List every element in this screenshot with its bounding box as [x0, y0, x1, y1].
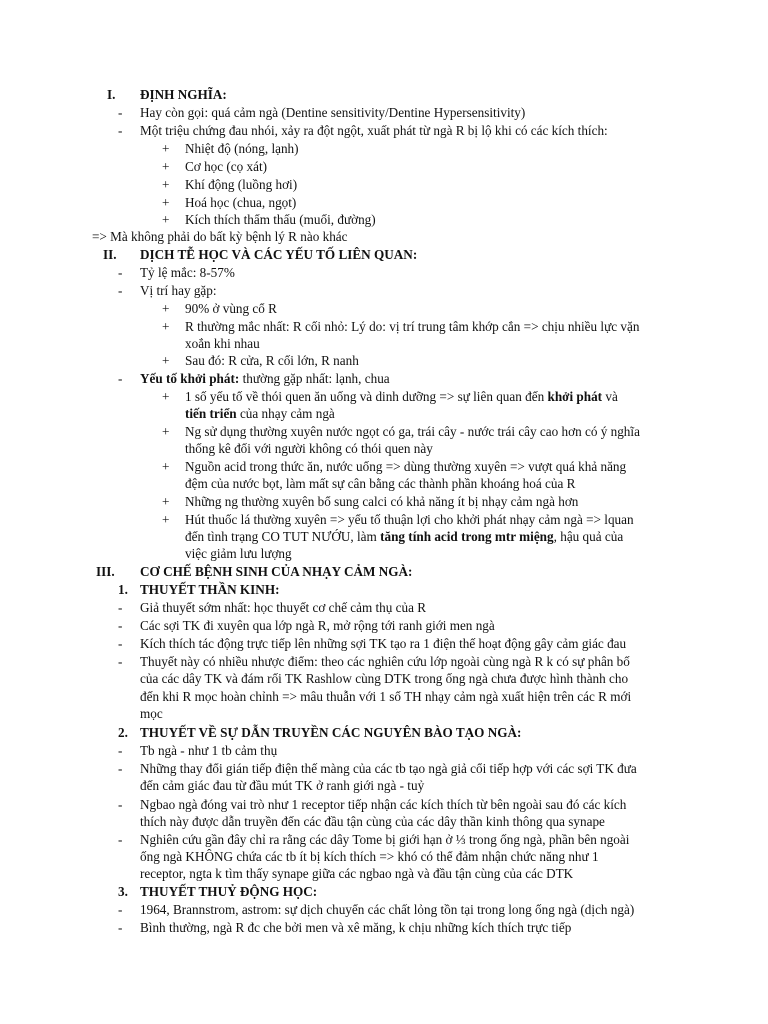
document-page: I. ĐỊNH NGHĨA: - Hay còn gọi: quá cảm ngà (Dentine sensitivity/Dentine Hypersensitivity) - Một triệu chứng đau nhói, xảy ra đột ngột, xuất phát từ ngà R bị lộ khi có các kích thích: + Nhiệt độ (nóng, lạnh) + Cơ học (cọ xát) + Khí động (luồng hơi) + Hoá học (chua, ngọt) + Kích thích thẩm thấu (muối, đường) => Mà không phải do bất kỳ bệnh lý R nào khác II. DỊCH TỄ HỌC VÀ CÁC YẾU TỐ LIÊN QUAN: - Tỷ lệ mắc: 8-57% - Vị trí hay gặp: + 90% ở vùng cổ R + R thường mắc nhất: R cối nhỏ: Lý do: vị trí trung tâm khớp cắn => chịu nhiều lực vặn xoắn khi nhau + Sau đó: R cửa, R cối lớn, R nanh - Yếu tố khởi phát: thường gặp nhất: lạnh, chua + 1 số yếu tố về thói quen ăn uống và dinh dưỡng => sự liên quan đến khởi phát và tiến triển của nhạy cảm ngà + Ng sử dụng thường xuyên nước ngọt có ga, trái cây - nước trái cây cao hơn có ý nghĩa thống kê đối với người không có thói quen này + Nguồn acid trong thức ăn, nước uống => dùng thường xuyên => vượt quá khả năng đệm của nước bọt, làm mất sự cân bằng các thành phần khoáng hoá của R + Những ng thường xuyên bổ sung calci có khả năng ít bị nhạy cảm ngà hơn + Hút thuốc lá thường xuyên => yếu tố thuận lợi cho khởi phát nhạy cảm ngà => lquan đến tình trạng CO TUT NƯỚU, làm tăng tính acid trong mtr miệng, hậu quả của việc giảm lưu lượng III. CƠ CHẾ BỆNH SINH CỦA NHẠY CẢM NGÀ: 1. THUYẾT THẦN KINH: - Giả thuyết sớm nhất: học thuyết cơ chế cảm thụ của R - Các sợi TK đi xuyên qua lớp ngà R, mở rộng tới ranh giới men ngà - Kích thích tác động trực tiếp lên những sợi TK tạo ra 1 điện thế hoạt động gây cảm giác đau - Thuyết này có nhiều nhược điểm: theo các nghiên cứu lớp ngoài cùng ngà R k có sự phân bố của các dây TK và đám rối TK Rashlow cùng DTK trong ống ngà chưa được hình thành cho đến khi R mọc hoàn chỉnh => mâu thuẫn với 1 số TH nhạy cảm ngà xuất hiện trên các R mới mọc 2. THUYẾT VỀ SỰ DẪN TRUYỀN CÁC NGUYÊN BÀO TẠO NGÀ: - Tb ngà - như 1 tb cảm thụ - Những thay đổi gián tiếp điện thế màng của các tb tạo ngà giả cổi tiếp hợp với các sợi TK đưa đến cảm giác đau từ đầu mút TK ở ranh giới ngà - tuỷ - Ngbao ngà đóng vai trò như 1 receptor tiếp nhận các kích thích từ bên ngoài sau đó các kích thích này được dẫn truyền đến các đầu tận cùng của các dây thần kinh thông qua synape - Nghiên cứu gần đây chỉ ra rằng các dây Tome bị giới hạn ở ⅓ trong ống ngà, phần bên ngoài ống ngà KHÔNG chứa các tb ít bị kích thích => khó có thể đảm nhận chức năng như 1 receptor, ngta k tìm thấy synape giữa các ngbao ngà và đầu tận cùng của các DTK 3. THUYẾT THUỶ ĐỘNG HỌC: - 1964, Brannstrom, astrom: sự dịch chuyển các chất lỏng tồn tại trong long ống ngà (dịch ngà) - Bình thường, ngà R đc che bởi men và xê măng, k chịu những kích thích trực tiếp	[92, 87, 640, 935]
